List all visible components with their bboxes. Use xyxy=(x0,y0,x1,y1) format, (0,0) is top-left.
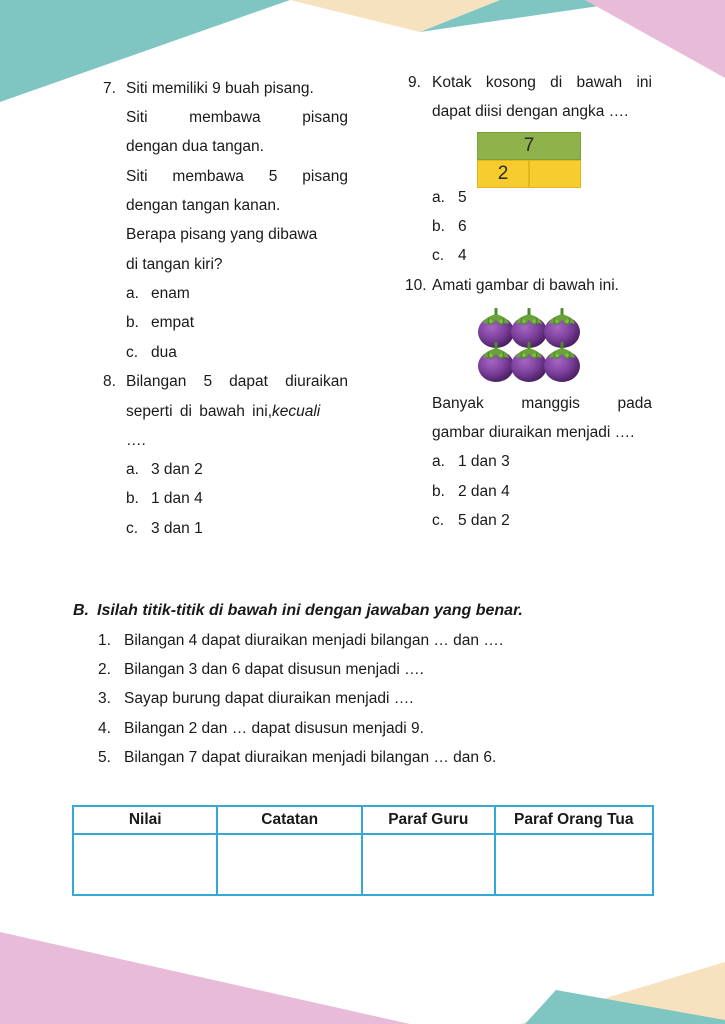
fill-in-item: Bilangan 3 dan 6 dapat disusun menjadi …. xyxy=(124,661,424,678)
word: bawah xyxy=(576,74,623,91)
question-line: …. xyxy=(126,432,146,449)
option-text[interactable]: 1 dan 4 xyxy=(151,490,203,507)
word: Bilangan xyxy=(126,373,187,390)
question-line: Siti memiliki 9 buah pisang. xyxy=(126,80,314,97)
option-text[interactable]: 6 xyxy=(458,218,467,235)
word: Siti xyxy=(126,109,148,126)
option-letter: b. xyxy=(432,483,445,500)
question-line: dengan dua tangan. xyxy=(126,138,264,155)
fill-in-item: Sayap burung dapat diuraikan menjadi …. xyxy=(124,690,414,707)
header-paraf-orang-tua: Paraf Orang Tua xyxy=(495,806,653,834)
question-number: 10. xyxy=(405,277,427,294)
word: manggis xyxy=(521,395,580,412)
header-catatan: Catatan xyxy=(217,806,362,834)
option-letter: b. xyxy=(432,218,445,235)
word: pisang xyxy=(302,168,348,185)
word: pisang xyxy=(302,109,348,126)
item-number: 4. xyxy=(98,720,111,737)
word: Kotak xyxy=(432,74,472,91)
option-letter: c. xyxy=(126,520,139,537)
item-number: 2. xyxy=(98,661,111,678)
word: kosong xyxy=(485,74,536,91)
emphasis: kecuali xyxy=(272,403,321,420)
section-letter: B. xyxy=(73,602,89,619)
option-text[interactable]: enam xyxy=(151,285,190,302)
score-table xyxy=(72,805,654,896)
word: di xyxy=(550,74,563,91)
option-text[interactable]: 5 xyxy=(458,189,467,206)
word: 5 xyxy=(268,168,278,185)
option-letter: a. xyxy=(432,453,445,470)
section-title: Isilah titik-titik di bawah ini dengan jawaban yang benar. xyxy=(97,602,523,619)
fill-in-item: Bilangan 7 dapat diuraikan menjadi bilangan … dan 6. xyxy=(124,749,497,766)
header-paraf-guru: Paraf Guru xyxy=(362,806,495,834)
option-letter: a. xyxy=(432,189,445,206)
mangosteen-icon xyxy=(476,302,586,386)
cell-paraf-guru[interactable] xyxy=(362,834,495,895)
header-nilai: Nilai xyxy=(73,806,217,834)
question-line xyxy=(126,403,320,421)
question-line: di tangan kiri? xyxy=(126,256,223,273)
item-number: 3. xyxy=(98,690,111,707)
word: diuraikan xyxy=(285,373,348,390)
question-line-justified xyxy=(432,74,652,92)
question-number: 8. xyxy=(103,373,116,390)
option-text[interactable]: dua xyxy=(151,344,177,361)
word: Siti xyxy=(126,168,148,185)
question-line-justified xyxy=(126,109,348,127)
option-letter: a. xyxy=(126,461,139,478)
option-text[interactable]: empat xyxy=(151,314,195,331)
cell-catatan[interactable] xyxy=(217,834,362,895)
number-box-empty[interactable] xyxy=(529,160,581,188)
option-text[interactable]: 2 dan 4 xyxy=(458,483,510,500)
number-box-total: 7 xyxy=(477,132,581,160)
option-letter: a. xyxy=(126,285,139,302)
number-box-part: 2 xyxy=(477,160,529,188)
fill-in-item: Bilangan 4 dapat diuraikan menjadi bilangan … dan …. xyxy=(124,632,504,649)
question-line-justified xyxy=(432,395,652,413)
table-row xyxy=(73,834,653,895)
item-number: 1. xyxy=(98,632,111,649)
word: pada xyxy=(617,395,652,412)
question-number: 9. xyxy=(408,74,421,91)
question-number: 7. xyxy=(103,80,116,97)
cell-nilai[interactable] xyxy=(73,834,217,895)
word: membawa xyxy=(189,109,261,126)
option-letter: c. xyxy=(126,344,139,361)
table-header-row xyxy=(73,806,653,834)
number-bond-box xyxy=(477,132,581,188)
question-line: gambar diuraikan menjadi …. xyxy=(432,424,635,441)
text: seperti di bawah ini, xyxy=(126,403,272,420)
option-letter: b. xyxy=(126,314,139,331)
question-line: Amati gambar di bawah ini. xyxy=(432,277,619,294)
option-text[interactable]: 5 dan 2 xyxy=(458,512,510,529)
question-line-justified xyxy=(126,373,348,391)
word: 5 xyxy=(203,373,213,390)
option-text[interactable]: 4 xyxy=(458,247,467,264)
option-letter: c. xyxy=(432,247,445,264)
option-text[interactable]: 1 dan 3 xyxy=(458,453,510,470)
question-line: dapat diisi dengan angka …. xyxy=(432,103,629,120)
question-line-justified xyxy=(126,168,348,186)
option-text[interactable]: 3 dan 2 xyxy=(151,461,203,478)
cell-paraf-orang-tua[interactable] xyxy=(495,834,653,895)
question-line: Berapa pisang yang dibawa xyxy=(126,226,318,243)
option-text[interactable]: 3 dan 1 xyxy=(151,520,203,537)
word: membawa xyxy=(172,168,244,185)
word: dapat xyxy=(229,373,268,390)
item-number: 5. xyxy=(98,749,111,766)
word: Banyak xyxy=(432,395,484,412)
fill-in-item: Bilangan 2 dan … dapat disusun menjadi 9. xyxy=(124,720,424,737)
word: ini xyxy=(636,74,652,91)
option-letter: c. xyxy=(432,512,445,529)
question-line: dengan tangan kanan. xyxy=(126,197,281,214)
option-letter: b. xyxy=(126,490,139,507)
